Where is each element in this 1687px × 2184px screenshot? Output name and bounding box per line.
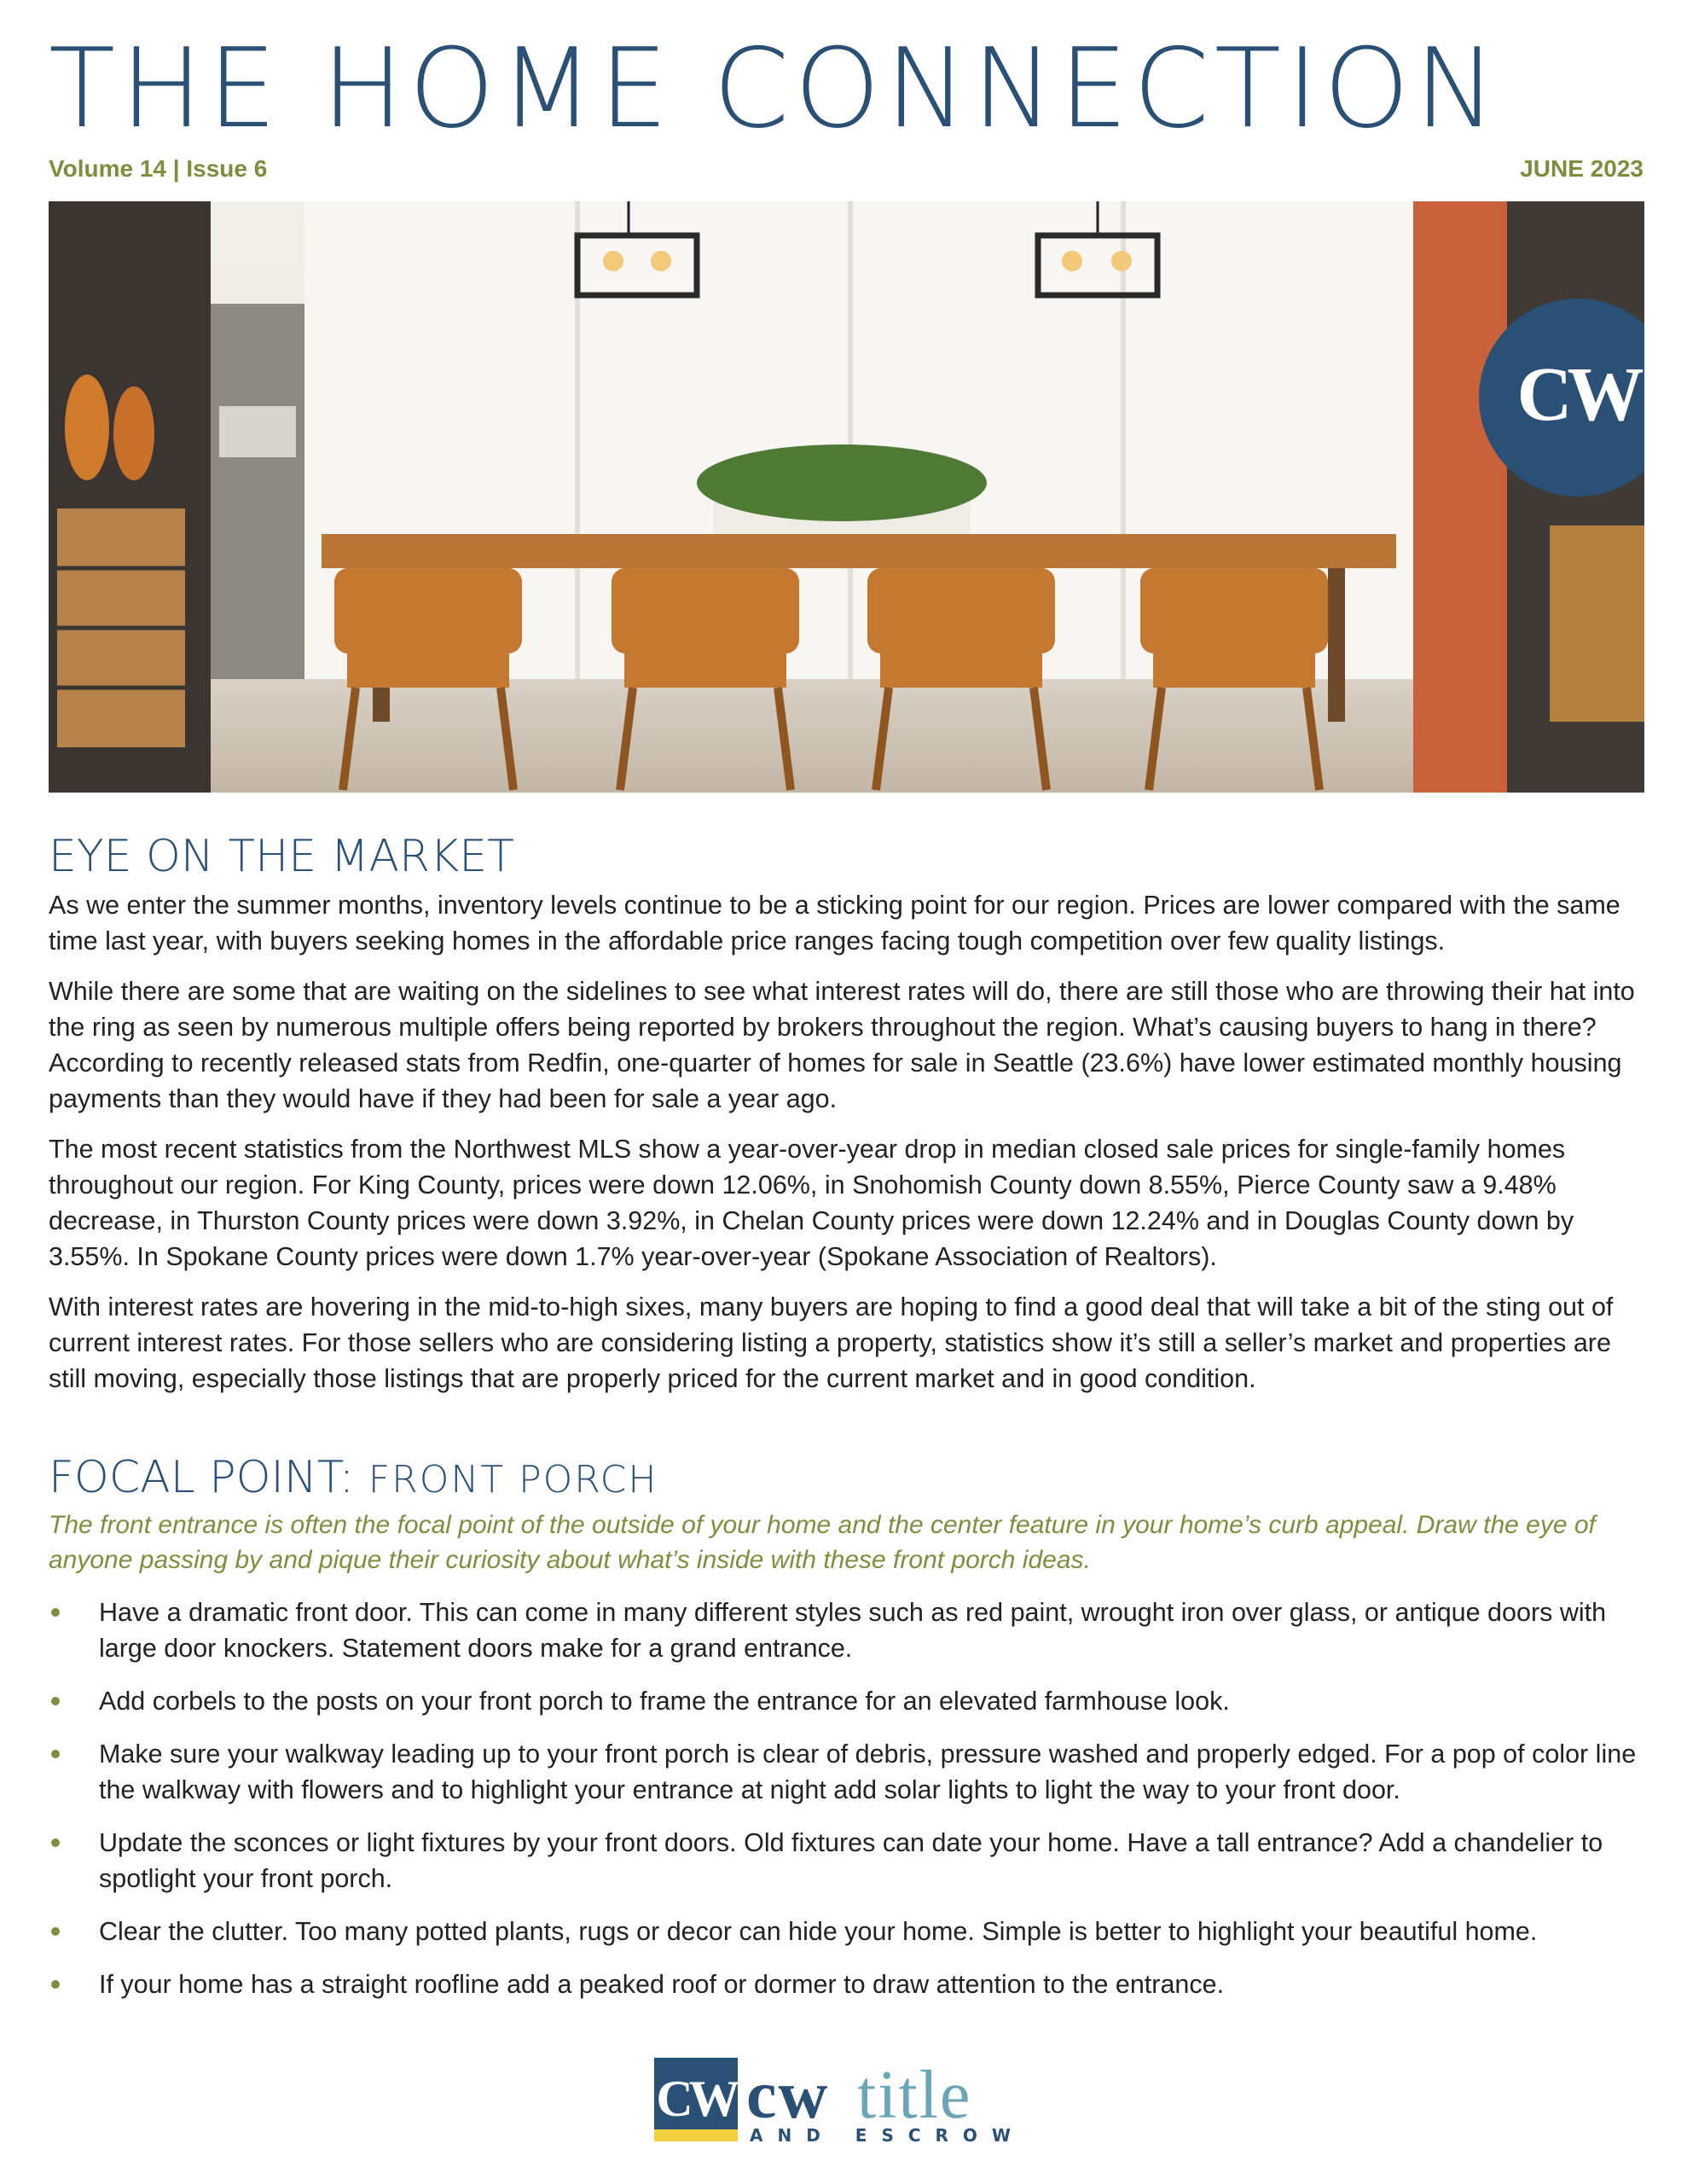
newsletter-title: THE HOME CONNECTION: [49, 26, 1502, 153]
market-article: [49, 887, 1644, 1411]
footer-logo-cw: cw: [746, 2058, 830, 2133]
issue-number: Volume 14 | Issue 6: [49, 155, 268, 182]
cw-badge-logo: [1479, 299, 1644, 497]
list-item: [49, 1914, 1644, 1949]
focal-lead: The front entrance is often the focal point of the outside of your home and the center feature in your home’s curb appeal. Draw the eye of anyone passing by and pique their curiosity about what’s inside with these front porch ideas.: [49, 1511, 1596, 1574]
list-item-text: Make sure your walkway leading up to your front porch is clear of debris, pressure washed and properly edged. For a pop of color line the walkway with flowers and to highlight your entrance at night add solar lights to light the way to your front door.: [99, 1740, 1637, 1804]
footer-logo-sub: AND ESCROW: [750, 2125, 1025, 2143]
list-item: [49, 1683, 1644, 1719]
list-item: [49, 1966, 1644, 2002]
bullet-icon: [51, 1750, 60, 1758]
hero-photo: [49, 201, 1644, 793]
cw-badge-text: CW: [1516, 352, 1639, 437]
focal-title-sub: FRONT PORCH: [368, 1458, 658, 1502]
list-item-text: Add corbels to the posts on your front porch to frame the entrance for an elevated farmhouse look.: [99, 1687, 1230, 1716]
dining-room-illustration: [49, 201, 1644, 793]
bullet-icon: [51, 1980, 60, 1989]
bullet-icon: [51, 1697, 60, 1705]
issue-bar: [49, 152, 1644, 186]
market-paragraph: While there are some that are waiting on the sidelines to see what interest rates will do, there are still those who are throwing their hat into the ring as seen by numerous multiple offers being reported by brokers throughout the region. What’s causing buyers to hang in there? According to recently released stats from Redfin, one-quarter of homes for sale in Seattle (23.6%) have lower estimated monthly housing payments than they would have if they had been for sale a year ago.: [49, 977, 1635, 1113]
market-section-title: EYE ON THE MARKET: [49, 831, 514, 882]
bullet-icon: [51, 1838, 60, 1847]
porch-ideas-list: [49, 1594, 1644, 2019]
footer-logo-mark: CW: [656, 2071, 736, 2127]
focal-title-main: FOCAL POINT:: [49, 1452, 368, 1503]
focal-section-title: [49, 1450, 658, 1507]
list-item-text: Have a dramatic front door. This can come in many different styles such as red paint, wrought iron over glass, or antique doors with large door knockers. Statement doors make for a grand entrance.: [99, 1598, 1607, 1663]
cw-title-escrow-logo: [654, 2058, 1043, 2143]
footer-logo-title: title: [857, 2058, 972, 2133]
list-item-text: Update the sconces or light fixtures by your front doors. Old fixtures can date your home. Have a tall entrance? Add a chandelier to spotlight your front porch.: [99, 1828, 1603, 1893]
bullet-icon: [51, 1927, 60, 1936]
market-paragraph: As we enter the summer months, inventory levels continue to be a sticking point for our region. Prices are lower compared with the same time last year, with buyers seeking homes in the affordable price ranges facing tough competition over few quality listings.: [49, 891, 1620, 956]
market-paragraph: The most recent statistics from the Northwest MLS show a year-over-year drop in median closed sale prices for single-family homes throughout our region. For King County, prices were down 12.06%, in Snohomish County down 8.55%, Pierce County saw a 9.48% decrease, in Thurston County prices were down 3.92%, in Chelan County prices were down 12.24% and in Douglas County down by 3.55%. In Spokane County prices were down 1.7% year-over-year (Spokane Association of Realtors).: [49, 1135, 1574, 1271]
bullet-icon: [51, 1608, 60, 1617]
list-item: [49, 1594, 1644, 1666]
list-item-text: If your home has a straight roofline add a peaked roof or dormer to draw attention to the entrance.: [99, 1970, 1225, 1999]
market-paragraph: With interest rates are hovering in the mid-to-high sixes, many buyers are hoping to find a good deal that will take a bit of the sting out of current interest rates. For those sellers who are considering listing a property, statistics show it’s still a seller’s market and properties are still moving, especially those listings that are properly priced for the current market and in good condition.: [49, 1292, 1614, 1393]
list-item-text: Clear the clutter. Too many potted plants, rugs or decor can hide your home. Simple is better to highlight your beautiful home.: [99, 1917, 1538, 1946]
list-item: [49, 1736, 1644, 1808]
list-item: [49, 1825, 1644, 1896]
issue-date: JUNE 2023: [1520, 155, 1644, 182]
